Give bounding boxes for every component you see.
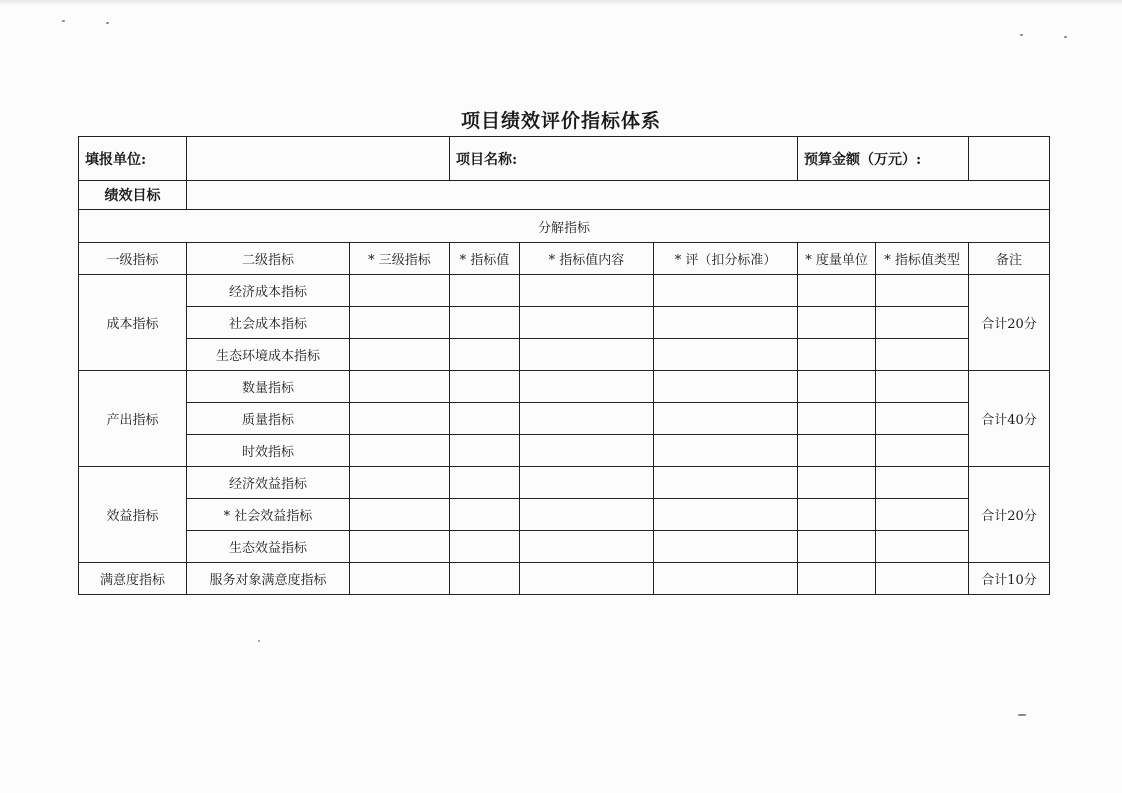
note-cell: 合计20分 [969,467,1050,563]
entry-cell[interactable] [350,531,450,563]
entry-cell[interactable] [798,499,876,531]
entry-cell[interactable] [876,499,969,531]
entry-cell[interactable] [798,435,876,467]
level2-indicator: 生态效益指标 [187,531,350,563]
entry-cell[interactable] [350,403,450,435]
entry-cell[interactable] [876,371,969,403]
level1-indicator: 产出指标 [79,371,187,467]
scan-speck [1020,34,1023,36]
col-header: * 指标值 [450,243,520,275]
scan-speck [106,22,109,24]
entry-cell[interactable] [876,563,969,595]
entry-cell[interactable] [450,403,520,435]
scan-speck [1018,714,1026,716]
entry-cell[interactable] [350,563,450,595]
entry-cell[interactable] [798,371,876,403]
entry-cell[interactable] [350,467,450,499]
level1-indicator: 成本指标 [79,275,187,371]
scan-speck [1064,36,1067,38]
col-header: * 三级指标 [350,243,450,275]
entry-cell[interactable] [654,467,798,499]
entry-cell[interactable] [654,339,798,371]
entry-cell[interactable] [876,307,969,339]
level2-indicator: 社会成本指标 [187,307,350,339]
entry-cell[interactable] [520,371,654,403]
goal-label: 绩效目标 [79,181,187,210]
entry-cell[interactable] [520,563,654,595]
level1-indicator: 满意度指标 [79,563,187,595]
entry-cell[interactable] [350,307,450,339]
entry-cell[interactable] [654,531,798,563]
page-title: 项目绩效评价指标体系 [460,110,661,132]
level2-indicator: 服务对象满意度指标 [187,563,350,595]
entry-cell[interactable] [520,531,654,563]
entry-cell[interactable] [654,499,798,531]
budget-label: 预算金额（万元）: [798,137,969,181]
goal-row [79,181,1050,210]
note-cell: 合计20分 [969,275,1050,371]
entry-cell[interactable] [350,371,450,403]
entry-cell[interactable] [654,371,798,403]
level2-indicator: 时效指标 [187,435,350,467]
entry-cell[interactable] [798,563,876,595]
entry-cell[interactable] [520,467,654,499]
indicator-row [79,403,1050,435]
entry-cell[interactable] [350,499,450,531]
indicator-row [79,275,1050,307]
entry-cell[interactable] [350,435,450,467]
unit-label: 填报单位: [79,137,187,181]
entry-cell[interactable] [876,275,969,307]
entry-cell[interactable] [876,467,969,499]
entry-cell[interactable] [798,307,876,339]
col-header: * 指标值内容 [520,243,654,275]
entry-cell[interactable] [876,435,969,467]
entry-cell[interactable] [450,339,520,371]
indicator-row [79,467,1050,499]
entry-cell[interactable] [798,403,876,435]
indicator-table [78,136,1050,595]
entry-cell[interactable] [876,531,969,563]
unit-field[interactable] [187,137,450,181]
entry-cell[interactable] [520,275,654,307]
col-header: 备注 [969,243,1050,275]
scan-edge [0,0,1122,6]
entry-cell[interactable] [520,403,654,435]
level2-indicator: 生态环境成本指标 [187,339,350,371]
scan-speck [62,20,65,22]
entry-cell[interactable] [654,307,798,339]
entry-cell[interactable] [520,499,654,531]
level2-indicator: 质量指标 [187,403,350,435]
project-label: 项目名称: [450,137,798,181]
col-header: 一级指标 [79,243,187,275]
entry-cell[interactable] [450,531,520,563]
entry-cell[interactable] [450,435,520,467]
indicator-row [79,339,1050,371]
level2-indicator: 经济效益指标 [187,467,350,499]
entry-cell[interactable] [450,371,520,403]
note-cell: 合计10分 [969,563,1050,595]
entry-cell[interactable] [876,339,969,371]
level2-indicator: * 社会效益指标 [187,499,350,531]
entry-cell[interactable] [520,435,654,467]
entry-cell[interactable] [350,339,450,371]
entry-cell[interactable] [654,563,798,595]
note-cell: 合计40分 [969,371,1050,467]
entry-cell[interactable] [520,307,654,339]
entry-cell[interactable] [450,275,520,307]
indicator-row [79,499,1050,531]
breakdown-label: 分解指标 [79,210,1050,243]
entry-cell[interactable] [654,435,798,467]
col-header: * 指标值类型 [876,243,969,275]
header-row [79,137,1050,181]
entry-cell[interactable] [654,403,798,435]
level2-indicator: 数量指标 [187,371,350,403]
entry-cell[interactable] [450,499,520,531]
entry-cell[interactable] [654,275,798,307]
entry-cell[interactable] [520,339,654,371]
indicator-row [79,435,1050,467]
entry-cell[interactable] [798,339,876,371]
col-header: 二级指标 [187,243,350,275]
col-header: * 评（扣分标准） [654,243,798,275]
entry-cell[interactable] [350,275,450,307]
entry-cell[interactable] [450,307,520,339]
indicator-row [79,563,1050,595]
budget-field[interactable] [969,137,1050,181]
column-header-row [79,243,1050,275]
level1-indicator: 效益指标 [79,467,187,563]
breakdown-row [79,210,1050,243]
entry-cell[interactable] [798,275,876,307]
indicator-row [79,371,1050,403]
entry-cell[interactable] [798,467,876,499]
indicator-row [79,307,1050,339]
scan-speck [258,640,260,642]
col-header: * 度量单位 [798,243,876,275]
entry-cell[interactable] [798,531,876,563]
entry-cell[interactable] [876,403,969,435]
indicator-row [79,531,1050,563]
entry-cell[interactable] [450,467,520,499]
level2-indicator: 经济成本指标 [187,275,350,307]
entry-cell[interactable] [450,563,520,595]
goal-field[interactable] [187,181,1050,210]
